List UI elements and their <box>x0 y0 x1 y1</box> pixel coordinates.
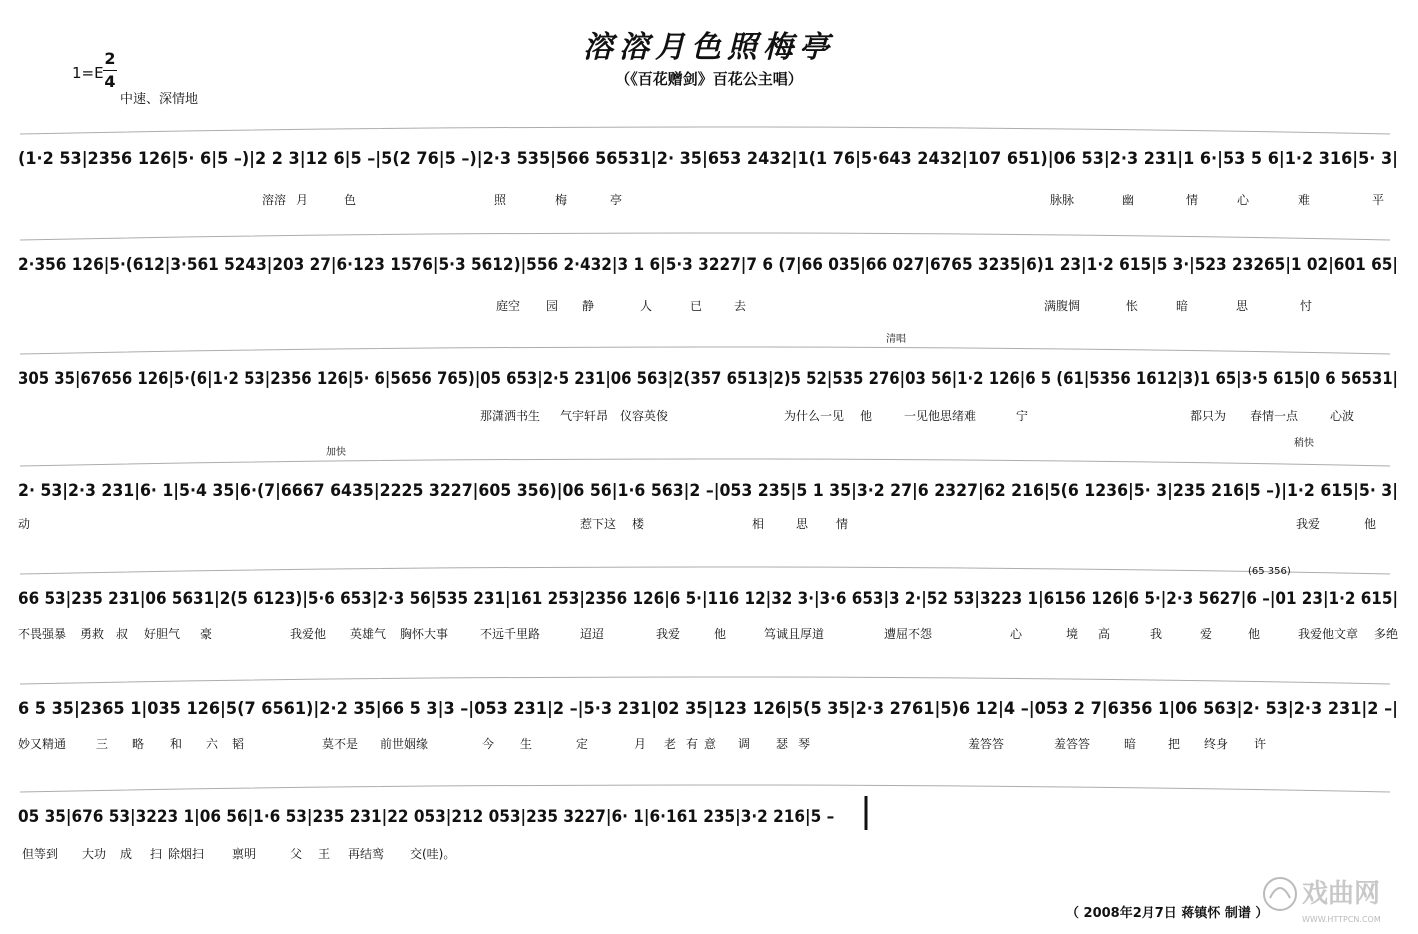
lyric-6-8: 前世姻缘 <box>380 737 429 751</box>
watermark-logo-icon <box>1258 868 1408 928</box>
marking-shaokuai: 稍快 <box>1294 438 1314 449</box>
lyric-6-5: 六 <box>206 737 219 751</box>
lyric-6-21: 暗 <box>1124 737 1137 751</box>
lyric-4-2: 惹下这 <box>580 517 617 531</box>
lyric-5-7: 英雄气 <box>350 627 387 641</box>
lyric-5-18: 我 <box>1150 627 1163 641</box>
score-title: 溶溶月色照梅亭 <box>583 30 835 65</box>
lyric-3-4: 为什么一见 <box>784 409 845 423</box>
lyric-4-3: 楼 <box>632 517 645 531</box>
time-signature-top: 2 <box>104 49 116 68</box>
lyric-6-6: 韬 <box>232 737 245 751</box>
lyric-2-7: 满腹惆 <box>1044 299 1081 313</box>
lyric-2-3: 静 <box>582 299 595 313</box>
watermark-site: 戏曲网 <box>1302 879 1381 909</box>
lyric-2-4: 人 <box>640 299 653 313</box>
lyric-6-18: 琴 <box>798 737 811 751</box>
staff-line-4-notes: 2· 53|2·3 231|6· 1|5·4 35|6·(7|6667 6435|2225 3227|605 356)|06 56|1·6 563|2 –|053 235|5 1 35|3·2 27|6 2327|62 216|5(6 1236|5· 3|235 216|5 –)|1·2 615|5· 3| <box>18 481 1398 501</box>
lyric-5-6: 我爱他 <box>290 627 327 641</box>
lyric-6-7: 莫不是 <box>322 737 359 751</box>
lyric-6-24: 许 <box>1254 737 1267 751</box>
lyric-3-8: 都只为 <box>1190 409 1227 423</box>
lyric-5-4: 好胆气 <box>144 627 181 641</box>
lyric-5-9: 不远千里路 <box>480 627 541 641</box>
staff-line-7-notes: 05 35|676 53|3223 1|06 56|1·6 53|235 231|22 053|212 053|235 3227|6· 1|6·161 235|3·2 216|5 – <box>18 807 835 827</box>
lyric-1-9: 情 <box>1186 193 1199 207</box>
lyric-2-6: 去 <box>734 299 747 313</box>
lyric-6-4: 和 <box>170 737 183 751</box>
lyric-5-22: 多绝 <box>1374 627 1399 641</box>
lyric-5-19: 爱 <box>1200 627 1213 641</box>
lyric-6-23: 终身 <box>1204 737 1229 751</box>
lyric-2-8: 怅 <box>1126 299 1139 313</box>
lyric-1-5: 梅 <box>555 193 568 207</box>
time-signature-bottom: 4 <box>104 72 116 91</box>
lyric-6-9: 今 <box>482 737 495 751</box>
lyric-6-13: 老 <box>664 737 677 751</box>
lyric-4-1: 动 <box>18 517 31 531</box>
lyric-7-5: 除烟扫 <box>168 847 205 861</box>
lyric-6-11: 定 <box>576 737 589 751</box>
lyric-1-10: 心 <box>1237 193 1250 207</box>
lyric-4-4: 相 <box>752 517 765 531</box>
lyric-5-5: 豪 <box>200 627 213 641</box>
lyric-7-3: 成 <box>120 847 133 861</box>
lyric-3-9: 春情一点 <box>1250 409 1299 423</box>
lyric-6-3: 略 <box>132 737 145 751</box>
lyric-4-5: 思 <box>796 517 809 531</box>
lyric-1-4: 照 <box>494 193 507 207</box>
lyric-7-7: 父 <box>290 847 303 861</box>
lyric-5-1: 不畏强暴 <box>18 627 67 641</box>
lyric-3-10: 心波 <box>1330 409 1355 423</box>
staff-line-4-slur <box>20 459 1390 466</box>
lyric-1-1: 溶溶 <box>262 193 287 207</box>
lyric-7-1: 但等到 <box>22 847 59 861</box>
lyric-2-9: 暗 <box>1176 299 1189 313</box>
lyric-7-6: 禀明 <box>232 847 257 861</box>
staff-line-2-slur <box>20 233 1390 240</box>
lyric-6-14: 有 <box>686 737 699 751</box>
lyric-6-16: 调 <box>738 737 751 751</box>
lyric-6-22: 把 <box>1168 737 1181 751</box>
marking-qingchang: 清唱 <box>886 334 906 345</box>
staff-line-3-slur <box>20 347 1390 354</box>
lyric-5-11: 我爱 <box>656 627 681 641</box>
lyric-3-5: 他 <box>860 409 873 423</box>
lyric-6-12: 月 <box>634 737 647 751</box>
staff-line-3-notes: 305 35|67656 126|5·(6|1·2 53|2356 126|5· 6|5656 765)|05 653|2·5 231|06 563|2(357 6513|2)5 52|535 276|03 56|1·2 126|6 5 (61|5356 1612|3)1 65|3·5 615|0 6 56531| <box>18 369 1398 389</box>
lyric-1-2: 月 <box>296 193 309 207</box>
lyric-4-7: 我爱 <box>1296 517 1321 531</box>
marking-jiakuai: 加快 <box>326 447 346 458</box>
lyric-4-6: 情 <box>836 517 849 531</box>
lyric-5-12: 他 <box>714 627 727 641</box>
lyric-6-17: 瑟 <box>776 737 789 751</box>
watermark <box>1258 868 1408 932</box>
key-signature: 1=E <box>72 64 104 82</box>
lyric-5-14: 遭屈不怨 <box>884 627 933 641</box>
staff-line-1-slur <box>20 127 1390 134</box>
lyric-7-2: 大功 <box>82 847 107 861</box>
lyric-5-17: 高 <box>1098 627 1111 641</box>
lyric-5-21: 我爱他文章 <box>1298 627 1359 641</box>
lyric-5-10: 迢迢 <box>580 627 605 641</box>
lyric-2-5: 已 <box>690 299 703 313</box>
lyric-7-9: 再结鸾 <box>348 847 385 861</box>
lyric-5-16: 境 <box>1066 627 1079 641</box>
lyric-3-3: 仪容英俊 <box>620 409 669 423</box>
tempo-marking: 中速、深情地 <box>120 92 199 107</box>
staff-line-7-slur <box>20 785 1390 792</box>
lyric-6-19: 羞答答 <box>968 737 1005 751</box>
lyric-1-8: 幽 <box>1122 193 1135 207</box>
lyric-2-2: 园 <box>546 299 559 313</box>
lyric-6-20: 羞答答 <box>1054 737 1091 751</box>
lyric-7-10: 交(哇)。 <box>410 847 456 861</box>
lyric-1-6: 亭 <box>610 193 623 207</box>
lyric-2-10: 思 <box>1236 299 1249 313</box>
lyric-3-6: 一见他思绪难 <box>904 409 977 423</box>
lyric-3-2: 气宇轩昂 <box>560 409 609 423</box>
lyric-5-15: 心 <box>1010 627 1023 641</box>
staff-line-6-slur <box>20 677 1390 684</box>
lyric-7-4: 扫 <box>150 847 163 861</box>
lyric-4-8: 他 <box>1364 517 1377 531</box>
lyric-5-8: 胸怀大事 <box>400 627 449 641</box>
lyric-6-15: 意 <box>704 737 717 751</box>
lyric-3-1: 那潇洒书生 <box>480 409 541 423</box>
lyric-1-11: 难 <box>1298 193 1311 207</box>
score-subtitle: （《百花赠剑》百花公主唱） <box>615 70 803 88</box>
staff-line-2-notes: 2·356 126|5·(612|3·561 5243|203 27|6·123 1576|5·3 5612)|556 2·432|3 1 6|5·3 3227|7 6 (7|66 035|66 027|6765 3235|6)1 23|1·2 615|5 3·|523 23265|1 02|601 65| <box>18 255 1398 275</box>
staff-line-5-notes: 66 53|235 231|06 5631|2(5 6123)|5·6 653|2·3 56|535 231|161 253|2356 126|6 5·|116 12|32 3·|3·6 653|3 2·|52 53|3223 1|6156 126|6 5·|2·3 5627|6 –|01 23|1·2 615| <box>18 589 1398 609</box>
lyric-6-10: 生 <box>520 737 533 751</box>
staff-line-1-notes: (1·2 53|2356 126|5· 6|5 –)|2 2 3|12 6|5 –|5(2 76|5 –)|2·3 535|566 56531|2· 35|653 2432|1(1 76|5·643 2432|107 651)|06 53|2·3 231|1 6·|53 5 6|1·2 316|5· 3| <box>18 149 1398 169</box>
credit-line: （ 2008年2月7日 蒋镇怀 制谱 ） <box>1066 906 1269 921</box>
lyric-6-1: 妙又精通 <box>18 737 67 751</box>
marking-insert: (65 356) <box>1248 566 1291 577</box>
staff-line-6-notes: 6 5 35|2365 1|035 126|5(7 6561)|2·2 35|66 5 3|3 –|053 231|2 –|5·3 231|02 35|123 126|5(5 35|2·3 2761|5)6 12|4 –|053 2 7|6356 1|06 563|2· 53|2·3 231|2 –| <box>18 699 1398 719</box>
lyric-5-20: 他 <box>1248 627 1261 641</box>
lyric-1-7: 脉脉 <box>1050 193 1075 207</box>
lyric-5-3: 叔 <box>116 627 129 641</box>
staff-line-5-slur <box>20 567 1390 574</box>
lyric-1-12: 平 <box>1372 193 1385 207</box>
lyric-6-2: 三 <box>96 737 109 751</box>
lyric-3-7: 宁 <box>1016 409 1029 423</box>
lyric-7-8: 王 <box>318 847 331 861</box>
lyric-1-3: 色 <box>344 193 357 207</box>
watermark-url: WWW.HTTPCN.COM <box>1302 915 1381 924</box>
lyric-2-1: 庭空 <box>496 299 521 313</box>
lyric-5-2: 勇救 <box>80 627 105 641</box>
lyric-5-13: 笃诚且厚道 <box>764 627 825 641</box>
lyric-2-11: 忖 <box>1300 299 1313 313</box>
